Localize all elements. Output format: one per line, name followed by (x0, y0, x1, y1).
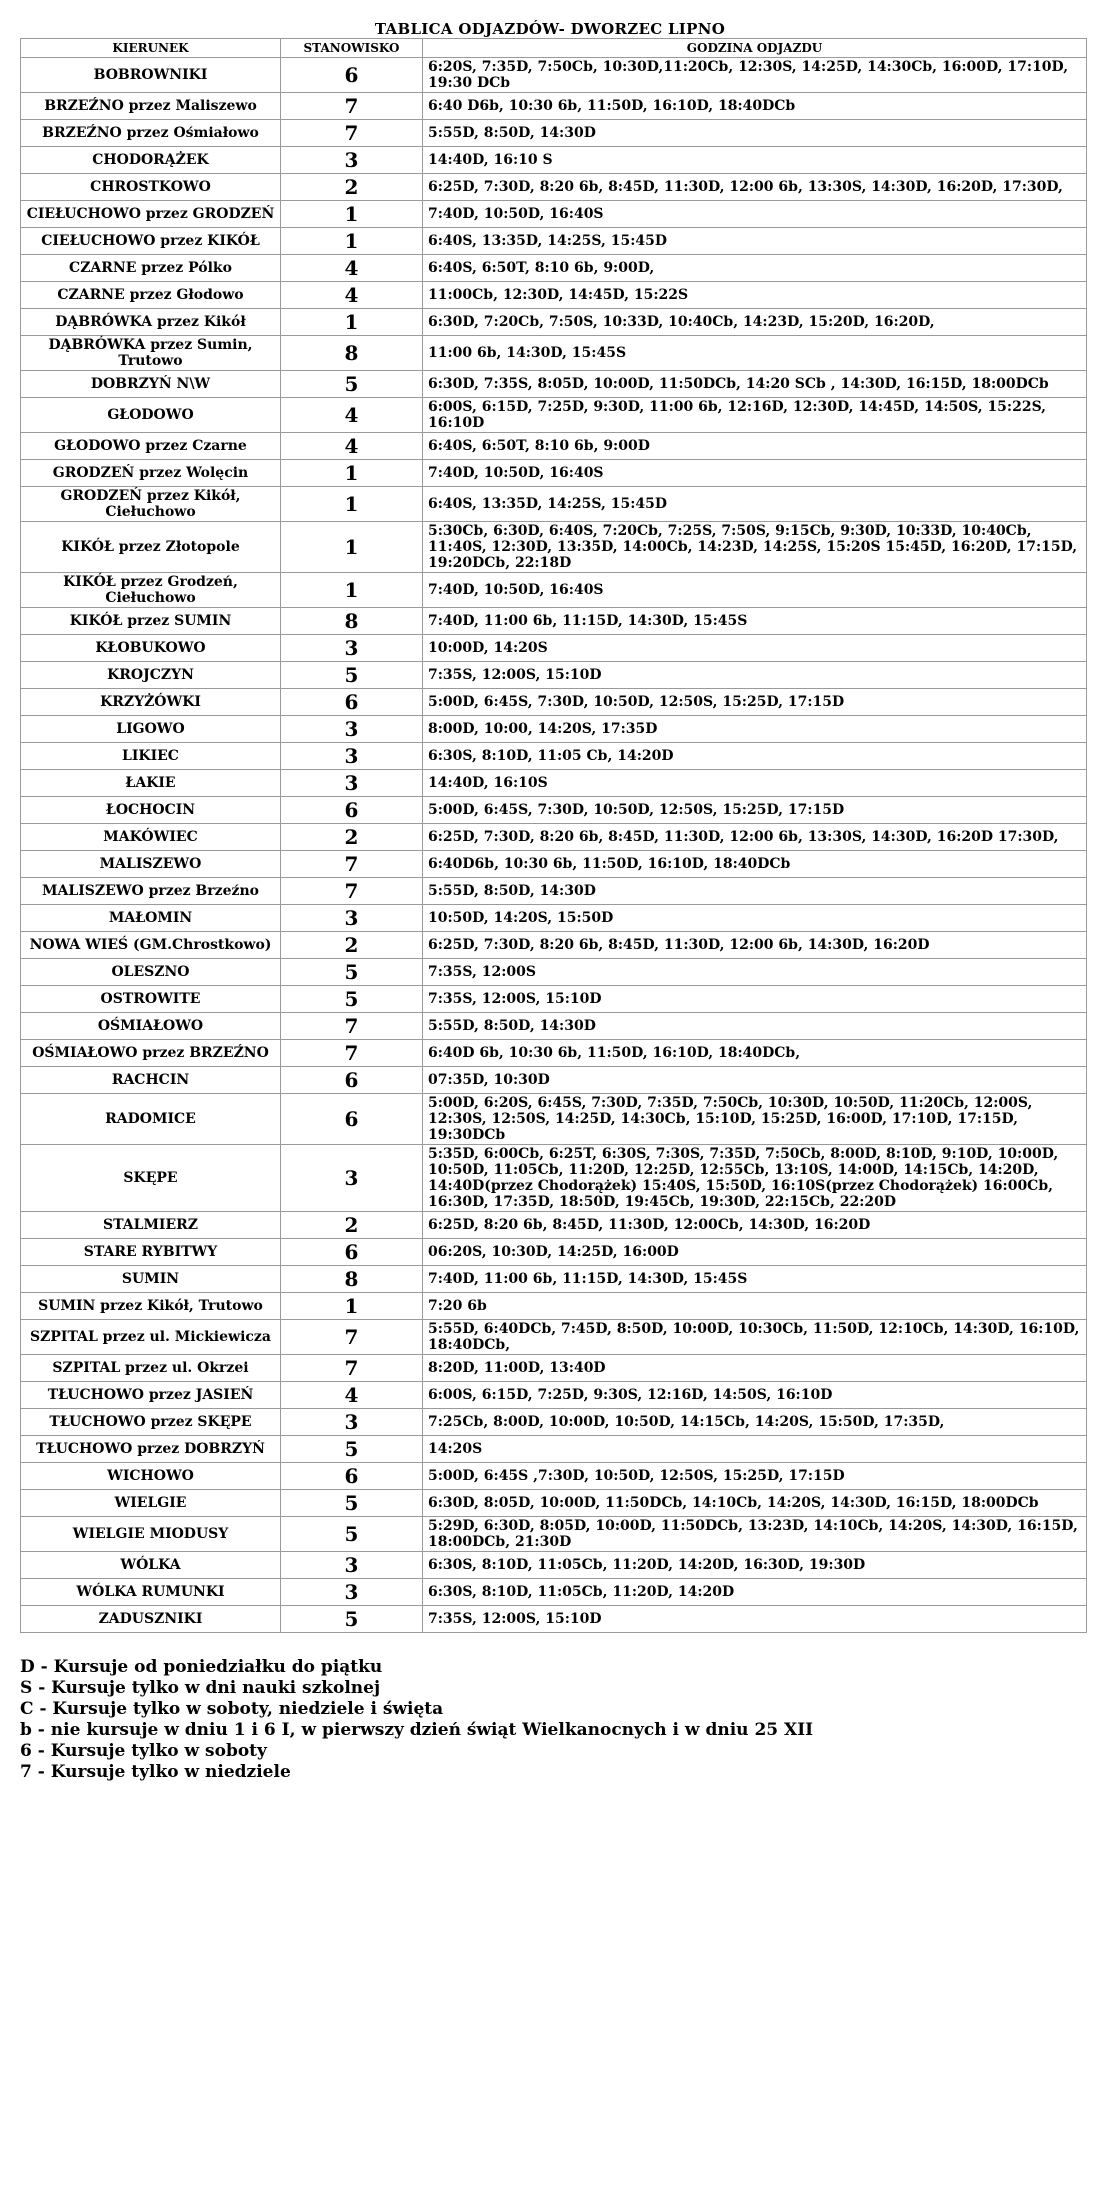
stand-cell: 7 (281, 1040, 423, 1067)
legend-item: b - nie kursuje w dniu 1 i 6 I, w pierwszy dzień świąt Wielkanocnych i w dniu 25 XII (20, 1720, 814, 1740)
direction-cell: TŁUCHOWO przez DOBRZYŃ (21, 1436, 281, 1463)
departure-times-cell: 6:40S, 13:35D, 14:25S, 15:45D (423, 228, 1087, 255)
stand-cell: 3 (281, 1409, 423, 1436)
departure-times-cell: 6:30D, 7:20Cb, 7:50S, 10:33D, 10:40Cb, 14:23D, 15:20D, 16:20D, (423, 309, 1087, 336)
table-row (21, 228, 1087, 255)
stand-cell: 7 (281, 1355, 423, 1382)
table-row (21, 1013, 1087, 1040)
stand-cell: 3 (281, 1145, 423, 1212)
stand-cell: 3 (281, 1552, 423, 1579)
table-row (21, 743, 1087, 770)
direction-cell: KIKÓŁ przez Grodzeń, Ciełuchowo (21, 573, 281, 608)
direction-cell: WÓLKA (21, 1552, 281, 1579)
table-row (21, 255, 1087, 282)
departure-times-cell: 5:00D, 6:45S ,7:30D, 10:50D, 12:50S, 15:25D, 17:15D (423, 1463, 1087, 1490)
header-times: GODZINA ODJAZDU (423, 39, 1087, 58)
table-row (21, 1382, 1087, 1409)
stand-cell: 3 (281, 743, 423, 770)
direction-cell: SKĘPE (21, 1145, 281, 1212)
departure-times-cell: 7:20 6b (423, 1293, 1087, 1320)
table-row (21, 635, 1087, 662)
stand-cell: 8 (281, 608, 423, 635)
table-row (21, 662, 1087, 689)
direction-cell: CZARNE przez Głodowo (21, 282, 281, 309)
table-row (21, 1490, 1087, 1517)
table-header-row (21, 39, 1087, 58)
departures-table (20, 38, 1087, 1633)
direction-cell: BOBROWNIKI (21, 58, 281, 93)
stand-cell: 2 (281, 1212, 423, 1239)
direction-cell: CZARNE przez Pólko (21, 255, 281, 282)
stand-cell: 5 (281, 1517, 423, 1552)
direction-cell: TŁUCHOWO przez SKĘPE (21, 1409, 281, 1436)
table-row (21, 878, 1087, 905)
departure-times-cell: 6:00S, 6:15D, 7:25D, 9:30D, 11:00 6b, 12:16D, 12:30D, 14:45D, 14:50S, 15:22S, 16:10D (423, 398, 1087, 433)
stand-cell: 1 (281, 573, 423, 608)
direction-cell: BRZEŹNO przez Ośmiałowo (21, 120, 281, 147)
stand-cell: 3 (281, 635, 423, 662)
stand-cell: 5 (281, 662, 423, 689)
direction-cell: OSTROWITE (21, 986, 281, 1013)
stand-cell: 5 (281, 986, 423, 1013)
stand-cell: 4 (281, 255, 423, 282)
departure-times-cell: 6:40S, 6:50T, 8:10 6b, 9:00D (423, 433, 1087, 460)
table-row (21, 1212, 1087, 1239)
departure-times-cell: 7:25Cb, 8:00D, 10:00D, 10:50D, 14:15Cb, 14:20S, 15:50D, 17:35D, (423, 1409, 1087, 1436)
legend-item: S - Kursuje tylko w dni nauki szkolnej (20, 1678, 381, 1698)
legend (20, 1657, 1100, 1783)
stand-cell: 1 (281, 309, 423, 336)
departure-times-cell: 5:35D, 6:00Cb, 6:25T, 6:30S, 7:30S, 7:35D, 7:50Cb, 8:00D, 8:10D, 9:10D, 10:00D, 10:50D, 11:05Cb, 11:20D, 12:25D, 12:55Cb, 13:10S, 14:00D, 14:15Cb, 14:20D, 14:40D(przez Chodorążek) 15:40S, 15:50D, 16:10S(przez Chodorążek) 16:00Cb, 16:30D, 17:35D, 18:50D, 19:45Cb, 19:30D, 22:15Cb, 22:20D (423, 1145, 1087, 1212)
stand-cell: 8 (281, 336, 423, 371)
stand-cell: 4 (281, 398, 423, 433)
direction-cell: OŚMIAŁOWO przez BRZEŹNO (21, 1040, 281, 1067)
table-row (21, 487, 1087, 522)
header-stand: STANOWISKO (281, 39, 423, 58)
direction-cell: CHODORĄŻEK (21, 147, 281, 174)
departure-times-cell: 10:50D, 14:20S, 15:50D (423, 905, 1087, 932)
direction-cell: KIKÓŁ przez SUMIN (21, 608, 281, 635)
stand-cell: 6 (281, 58, 423, 93)
direction-cell: GŁODOWO (21, 398, 281, 433)
direction-cell: DĄBRÓWKA przez Kikół (21, 309, 281, 336)
stand-cell: 5 (281, 1490, 423, 1517)
direction-cell: RADOMICE (21, 1094, 281, 1145)
direction-cell: SZPITAL przez ul. Mickiewicza (21, 1320, 281, 1355)
departure-times-cell: 6:40D6b, 10:30 6b, 11:50D, 16:10D, 18:40DCb (423, 851, 1087, 878)
departure-times-cell: 14:20S (423, 1436, 1087, 1463)
stand-cell: 6 (281, 797, 423, 824)
direction-cell: LIKIEC (21, 743, 281, 770)
stand-cell: 7 (281, 93, 423, 120)
table-row (21, 398, 1087, 433)
direction-cell: OLESZNO (21, 959, 281, 986)
stand-cell: 6 (281, 1067, 423, 1094)
direction-cell: CHROSTKOWO (21, 174, 281, 201)
departure-times-cell: 6:20S, 7:35D, 7:50Cb, 10:30D,11:20Cb, 12:30S, 14:25D, 14:30Cb, 16:00D, 17:10D, 19:30 DCb (423, 58, 1087, 93)
departure-times-cell: 5:55D, 6:40DCb, 7:45D, 8:50D, 10:00D, 10:30Cb, 11:50D, 12:10Cb, 14:30D, 16:10D, 18:40DCb, (423, 1320, 1087, 1355)
departure-times-cell: 6:40 D6b, 10:30 6b, 11:50D, 16:10D, 18:40DCb (423, 93, 1087, 120)
table-row (21, 1040, 1087, 1067)
stand-cell: 7 (281, 1013, 423, 1040)
departure-times-cell: 5:55D, 8:50D, 14:30D (423, 120, 1087, 147)
stand-cell: 3 (281, 716, 423, 743)
stand-cell: 7 (281, 1320, 423, 1355)
stand-cell: 6 (281, 1239, 423, 1266)
table-row (21, 93, 1087, 120)
table-row (21, 1579, 1087, 1606)
stand-cell: 7 (281, 878, 423, 905)
departure-times-cell: 7:35S, 12:00S, 15:10D (423, 662, 1087, 689)
legend-item: 6 - Kursuje tylko w soboty (20, 1741, 267, 1761)
table-row (21, 608, 1087, 635)
table-row (21, 1552, 1087, 1579)
departure-times-cell: 07:35D, 10:30D (423, 1067, 1087, 1094)
departure-times-cell: 6:30S, 8:10D, 11:05Cb, 11:20D, 14:20D (423, 1579, 1087, 1606)
departure-times-cell: 7:40D, 10:50D, 16:40S (423, 460, 1087, 487)
direction-cell: CIEŁUCHOWO przez KIKÓŁ (21, 228, 281, 255)
table-row (21, 58, 1087, 93)
table-row (21, 120, 1087, 147)
direction-cell: MALISZEWO (21, 851, 281, 878)
departure-times-cell: 8:20D, 11:00D, 13:40D (423, 1355, 1087, 1382)
table-row (21, 1517, 1087, 1552)
stand-cell: 2 (281, 824, 423, 851)
stand-cell: 4 (281, 433, 423, 460)
departure-times-cell: 14:40D, 16:10S (423, 770, 1087, 797)
departure-times-cell: 6:40D 6b, 10:30 6b, 11:50D, 16:10D, 18:40DCb, (423, 1040, 1087, 1067)
stand-cell: 1 (281, 201, 423, 228)
departure-times-cell: 7:40D, 11:00 6b, 11:15D, 14:30D, 15:45S (423, 608, 1087, 635)
table-row (21, 336, 1087, 371)
departure-times-cell: 6:25D, 7:30D, 8:20 6b, 8:45D, 11:30D, 12:00 6b, 13:30S, 14:30D, 16:20D 17:30D, (423, 824, 1087, 851)
table-row (21, 1266, 1087, 1293)
direction-cell: ZADUSZNIKI (21, 1606, 281, 1633)
direction-cell: WIELGIE (21, 1490, 281, 1517)
stand-cell: 5 (281, 1436, 423, 1463)
direction-cell: TŁUCHOWO przez JASIEŃ (21, 1382, 281, 1409)
direction-cell: KŁOBUKOWO (21, 635, 281, 662)
stand-cell: 7 (281, 120, 423, 147)
stand-cell: 4 (281, 1382, 423, 1409)
direction-cell: NOWA WIEŚ (GM.Chrostkowo) (21, 932, 281, 959)
table-row (21, 1320, 1087, 1355)
direction-cell: GRODZEŃ przez Wolęcin (21, 460, 281, 487)
direction-cell: WICHOWO (21, 1463, 281, 1490)
table-row (21, 1094, 1087, 1145)
stand-cell: 3 (281, 1579, 423, 1606)
direction-cell: CIEŁUCHOWO przez GRODZEŃ (21, 201, 281, 228)
direction-cell: MALISZEWO przez Brzeźno (21, 878, 281, 905)
departure-times-cell: 6:25D, 8:20 6b, 8:45D, 11:30D, 12:00Cb, 14:30D, 16:20D (423, 1212, 1087, 1239)
table-row (21, 1606, 1087, 1633)
direction-cell: STARE RYBITWY (21, 1239, 281, 1266)
table-row (21, 797, 1087, 824)
stand-cell: 1 (281, 228, 423, 255)
stand-cell: 6 (281, 1094, 423, 1145)
departure-times-cell: 10:00D, 14:20S (423, 635, 1087, 662)
table-row (21, 201, 1087, 228)
table-row (21, 1463, 1087, 1490)
stand-cell: 1 (281, 1293, 423, 1320)
direction-cell: WÓLKA RUMUNKI (21, 1579, 281, 1606)
departure-times-cell: 5:00D, 6:45S, 7:30D, 10:50D, 12:50S, 15:25D, 17:15D (423, 797, 1087, 824)
direction-cell: SUMIN (21, 1266, 281, 1293)
stand-cell: 6 (281, 689, 423, 716)
legend-item: 7 - Kursuje tylko w niedziele (20, 1762, 291, 1782)
direction-cell: MAKÓWIEC (21, 824, 281, 851)
stand-cell: 5 (281, 1606, 423, 1633)
departure-times-cell: 7:35S, 12:00S (423, 959, 1087, 986)
departure-times-cell: 6:30D, 8:05D, 10:00D, 11:50DCb, 14:10Cb, 14:20S, 14:30D, 16:15D, 18:00DCb (423, 1490, 1087, 1517)
departure-times-cell: 6:25D, 7:30D, 8:20 6b, 8:45D, 11:30D, 12:00 6b, 14:30D, 16:20D (423, 932, 1087, 959)
departure-times-cell: 7:35S, 12:00S, 15:10D (423, 1606, 1087, 1633)
stand-cell: 2 (281, 932, 423, 959)
stand-cell: 3 (281, 905, 423, 932)
direction-cell: OŚMIAŁOWO (21, 1013, 281, 1040)
departure-times-cell: 5:30Cb, 6:30D, 6:40S, 7:20Cb, 7:25S, 7:50S, 9:15Cb, 9:30D, 10:33D, 10:40Cb, 11:40S, 12:30D, 13:35D, 14:00Cb, 14:23D, 14:25S, 15:20S 15:45D, 16:20D, 17:15D, 19:20DCb, 22:18D (423, 522, 1087, 573)
direction-cell: GŁODOWO przez Czarne (21, 433, 281, 460)
direction-cell: BRZEŹNO przez Maliszewo (21, 93, 281, 120)
table-row (21, 460, 1087, 487)
departure-times-cell: 6:30S, 8:10D, 11:05 Cb, 14:20D (423, 743, 1087, 770)
table-row (21, 371, 1087, 398)
stand-cell: 3 (281, 147, 423, 174)
page-title: TABLICA ODJAZDÓW- DWORZEC LIPNO (374, 20, 726, 38)
table-row (21, 309, 1087, 336)
legend-item: D - Kursuje od poniedziałku do piątku (20, 1657, 383, 1677)
departure-times-cell: 7:40D, 11:00 6b, 11:15D, 14:30D, 15:45S (423, 1266, 1087, 1293)
departure-times-cell: 6:40S, 13:35D, 14:25S, 15:45D (423, 487, 1087, 522)
table-row (21, 1355, 1087, 1382)
table-row (21, 986, 1087, 1013)
stand-cell: 6 (281, 1463, 423, 1490)
departure-times-cell: 5:55D, 8:50D, 14:30D (423, 1013, 1087, 1040)
stand-cell: 1 (281, 460, 423, 487)
departure-times-cell: 6:25D, 7:30D, 8:20 6b, 8:45D, 11:30D, 12:00 6b, 13:30S, 14:30D, 16:20D, 17:30D, (423, 174, 1087, 201)
table-row (21, 851, 1087, 878)
direction-cell: RACHCIN (21, 1067, 281, 1094)
stand-cell: 5 (281, 959, 423, 986)
table-row (21, 689, 1087, 716)
direction-cell: SUMIN przez Kikół, Trutowo (21, 1293, 281, 1320)
direction-cell: ŁOCHOCIN (21, 797, 281, 824)
direction-cell: DOBRZYŃ N\W (21, 371, 281, 398)
departure-times-cell: 06:20S, 10:30D, 14:25D, 16:00D (423, 1239, 1087, 1266)
table-row (21, 433, 1087, 460)
table-row (21, 1239, 1087, 1266)
direction-cell: KIKÓŁ przez Złotopole (21, 522, 281, 573)
departure-times-cell: 7:40D, 10:50D, 16:40S (423, 573, 1087, 608)
departure-times-cell: 6:30D, 7:35S, 8:05D, 10:00D, 11:50DCb, 14:20 SCb , 14:30D, 16:15D, 18:00DCb (423, 371, 1087, 398)
stand-cell: 8 (281, 1266, 423, 1293)
direction-cell: DĄBRÓWKA przez Sumin, Trutowo (21, 336, 281, 371)
table-row (21, 770, 1087, 797)
table-row (21, 1293, 1087, 1320)
departure-times-cell: 6:30S, 8:10D, 11:05Cb, 11:20D, 14:20D, 16:30D, 19:30D (423, 1552, 1087, 1579)
direction-cell: LIGOWO (21, 716, 281, 743)
departure-times-cell: 8:00D, 10:00, 14:20S, 17:35D (423, 716, 1087, 743)
direction-cell: STALMIERZ (21, 1212, 281, 1239)
departure-times-cell: 5:55D, 8:50D, 14:30D (423, 878, 1087, 905)
departure-times-cell: 14:40D, 16:10 S (423, 147, 1087, 174)
departure-times-cell: 11:00Cb, 12:30D, 14:45D, 15:22S (423, 282, 1087, 309)
table-row (21, 932, 1087, 959)
table-row (21, 147, 1087, 174)
direction-cell: WIELGIE MIODUSY (21, 1517, 281, 1552)
direction-cell: SZPITAL przez ul. Okrzei (21, 1355, 281, 1382)
departure-times-cell: 5:29D, 6:30D, 8:05D, 10:00D, 11:50DCb, 13:23D, 14:10Cb, 14:20S, 14:30D, 16:15D, 18:00DCb, 21:30D (423, 1517, 1087, 1552)
departure-times-cell: 11:00 6b, 14:30D, 15:45S (423, 336, 1087, 371)
direction-cell: KROJCZYN (21, 662, 281, 689)
table-row (21, 1067, 1087, 1094)
stand-cell: 2 (281, 174, 423, 201)
table-row (21, 522, 1087, 573)
stand-cell: 7 (281, 851, 423, 878)
header-direction: KIERUNEK (21, 39, 281, 58)
departure-times-cell: 7:35S, 12:00S, 15:10D (423, 986, 1087, 1013)
table-row (21, 905, 1087, 932)
table-row (21, 959, 1087, 986)
stand-cell: 1 (281, 522, 423, 573)
table-row (21, 174, 1087, 201)
table-row (21, 824, 1087, 851)
direction-cell: MAŁOMIN (21, 905, 281, 932)
table-row (21, 1409, 1087, 1436)
table-row (21, 1145, 1087, 1212)
table-row (21, 282, 1087, 309)
departure-times-cell: 5:00D, 6:20S, 6:45S, 7:30D, 7:35D, 7:50Cb, 10:30D, 10:50D, 11:20Cb, 12:00S, 12:30S, 12:50S, 14:25D, 14:30Cb, 15:10D, 15:25D, 16:00D, 17:10D, 17:15D, 19:30DCb (423, 1094, 1087, 1145)
departure-times-cell: 5:00D, 6:45S, 7:30D, 10:50D, 12:50S, 15:25D, 17:15D (423, 689, 1087, 716)
departure-times-cell: 6:40S, 6:50T, 8:10 6b, 9:00D, (423, 255, 1087, 282)
departure-times-cell: 6:00S, 6:15D, 7:25D, 9:30S, 12:16D, 14:50S, 16:10D (423, 1382, 1087, 1409)
direction-cell: KRZYŻÓWKI (21, 689, 281, 716)
table-row (21, 573, 1087, 608)
table-row (21, 716, 1087, 743)
stand-cell: 4 (281, 282, 423, 309)
departure-times-cell: 7:40D, 10:50D, 16:40S (423, 201, 1087, 228)
direction-cell: ŁAKIE (21, 770, 281, 797)
stand-cell: 3 (281, 770, 423, 797)
table-row (21, 1436, 1087, 1463)
legend-item: C - Kursuje tylko w soboty, niedziele i święta (20, 1699, 444, 1719)
direction-cell: GRODZEŃ przez Kikół, Ciełuchowo (21, 487, 281, 522)
stand-cell: 1 (281, 487, 423, 522)
stand-cell: 5 (281, 371, 423, 398)
